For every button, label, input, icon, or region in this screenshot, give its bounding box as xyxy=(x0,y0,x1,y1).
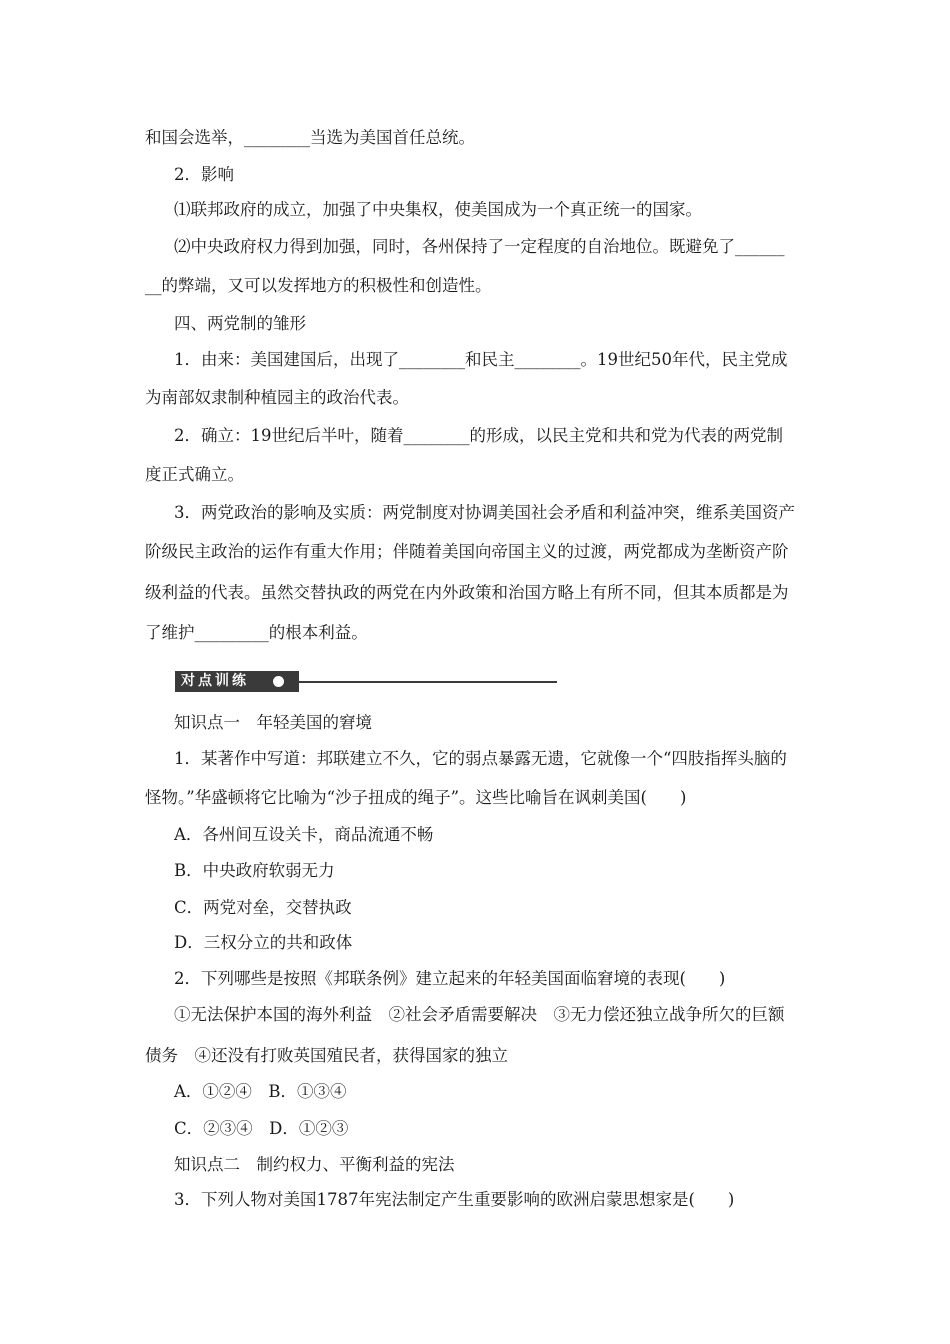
banner-dot-icon xyxy=(273,676,284,687)
text-line: 债务 ④还没有打败英国殖民者，获得国家的独立 xyxy=(145,1046,508,1065)
text-line: ⑴联邦政府的成立，加强了中央集权，使美国成为一个真正统一的国家。 xyxy=(174,200,702,219)
text-line: 四、两党制的雏形 xyxy=(174,314,306,333)
text-line: 为南部奴隶制种植园主的政治代表。 xyxy=(145,388,409,407)
text-line: C．②③④ D．①②③ xyxy=(174,1119,349,1138)
text-line: A．各州间互设关卡，商品流通不畅 xyxy=(174,825,434,844)
text-line: ①无法保护本国的海外利益 ②社会矛盾需要解决 ③无力偿还独立战争所欠的巨额 xyxy=(174,1005,785,1024)
text-line: 知识点二 制约权力、平衡利益的宪法 xyxy=(174,1155,455,1174)
banner-rule xyxy=(293,681,557,683)
text-line: __的弊端，又可以发挥地方的积极性和创造性。 xyxy=(145,276,492,295)
text-line: 了维护_________的根本利益。 xyxy=(145,623,368,642)
text-line: 2．影响 xyxy=(174,165,234,184)
text-line: 1．由来：美国建国后，出现了________和民主________。19世纪50年代，民主党成 xyxy=(174,350,788,369)
text-line: 级利益的代表。虽然交替执政的两党在内外政策和治国方略上有所不同，但其本质都是为 xyxy=(145,583,789,602)
text-line: 3．下列人物对美国1787年宪法制定产生重要影响的欧洲启蒙思想家是( ) xyxy=(174,1190,735,1209)
text-line: 知识点一 年轻美国的窘境 xyxy=(174,713,372,732)
text-line: 和国会选举，________当选为美国首任总统。 xyxy=(145,128,475,147)
section-banner xyxy=(175,671,557,693)
text-line: 2．下列哪些是按照《邦联条例》建立起来的年轻美国面临窘境的表现( ) xyxy=(174,969,726,988)
text-line: B．中央政府软弱无力 xyxy=(174,861,335,880)
text-line: 1．某著作中写道：邦联建立不久，它的弱点暴露无遗，它就像一个“四肢指挥头脑的 xyxy=(174,749,787,768)
text-line: ⑵中央政府权力得到加强，同时，各州保持了一定程度的自治地位。既避免了______ xyxy=(174,237,785,256)
banner-text: 对点训练 xyxy=(181,673,249,689)
text-line: C．两党对垒，交替执政 xyxy=(174,898,352,917)
text-line: D．三权分立的共和政体 xyxy=(174,933,353,952)
text-line: A．①②④ B．①③④ xyxy=(174,1082,347,1101)
text-line: 阶级民主政治的运作有重大作用；伴随着美国向帝国主义的过渡，两党都成为垄断资产阶 xyxy=(145,542,789,561)
text-line: 2．确立：19世纪后半叶，随着________的形成，以民主党和共和党为代表的两党制 xyxy=(174,426,783,445)
text-line: 度正式确立。 xyxy=(145,465,244,484)
text-line: 怪物。”华盛顿将它比喻为“沙子扭成的绳子”。这些比喻旨在讽刺美国( ) xyxy=(145,788,687,807)
text-line: 3．两党政治的影响及实质：两党制度对协调美国社会矛盾和利益冲突，维系美国资产 xyxy=(174,503,795,522)
